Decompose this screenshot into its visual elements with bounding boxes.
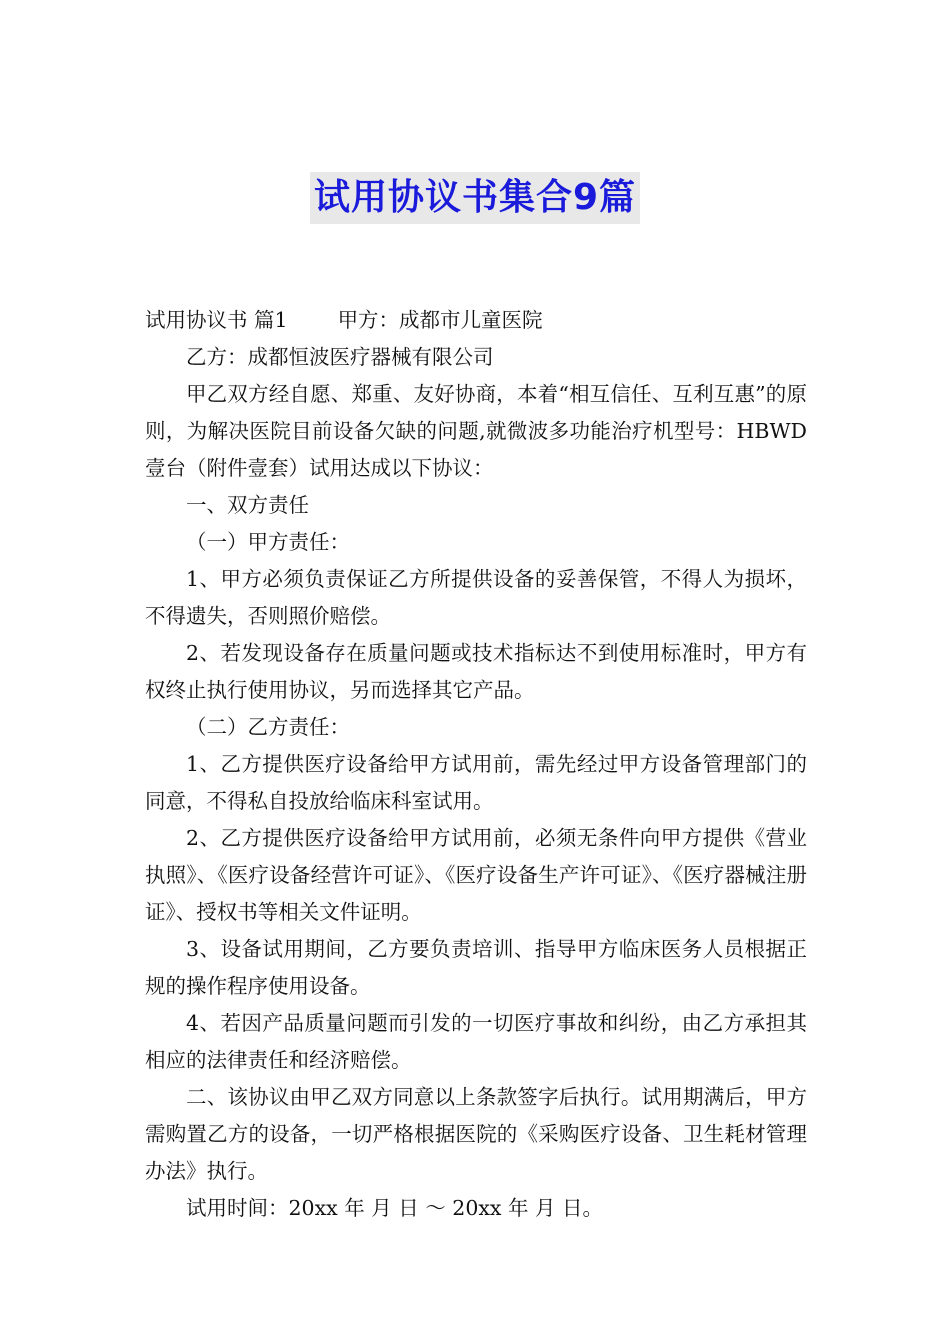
paragraph-party-b-item-2: 2、乙方提供医疗设备给甲方试用前，必须无条件向甲方提供《营业执照》、《医疗设备经营许可证》、《医疗设备生产许可证》、《医疗器械注册证》、授权书等相关文件证明。 (145, 826, 807, 924)
paragraph-party-b-item-4: 4、若因产品质量问题而引发的一切医疗事故和纠纷，由乙方承担其相应的法律责任和经济赔偿。 (145, 1011, 807, 1072)
document-body (145, 302, 807, 1227)
document-title: 试用协议书集合9篇 (310, 172, 640, 224)
section-execution: 二、该协议由甲乙双方同意以上条款签字后执行。试用期满后，甲方需购置乙方的设备，一切严格根据医院的《采购医疗设备、卫生耗材管理办法》执行。 (145, 1085, 807, 1183)
paragraph-trial-period: 试用时间：20xx 年 月 日 ～ 20xx 年 月 日。 (186, 1196, 604, 1220)
paragraph-party-b-item-1: 1、乙方提供医疗设备给甲方试用前，需先经过甲方设备管理部门的同意，不得私自投放给临床科室试用。 (145, 752, 807, 813)
party-a: 甲方：成都市儿童医院 (337, 308, 543, 332)
paragraph-party-a-item-2: 2、若发现设备存在质量问题或技术指标达不到使用标准时，甲方有权终止执行使用协议，另而选择其它产品。 (145, 641, 807, 702)
agreement-heading: 试用协议书 篇1 (145, 308, 288, 332)
section-heading-responsibilities: 一、双方责任 (186, 493, 309, 517)
title-container (0, 172, 950, 224)
subsection-heading-party-a: （一）甲方责任： (186, 530, 350, 554)
subsection-heading-party-b: （二）乙方责任： (186, 715, 350, 739)
paragraph-party-b-item-3: 3、设备试用期间，乙方要负责培训、指导甲方临床医务人员根据正规的操作程序使用设备。 (145, 937, 807, 998)
paragraph-intro: 甲乙双方经自愿、郑重、友好协商，本着“相互信任、互利互惠”的原则，为解决医院目前设备欠缺的问题,就微波多功能治疗机型号：HBWD壹台（附件壹套）试用达成以下协议： (145, 382, 807, 480)
paragraph-party-a-item-1: 1、甲方必须负责保证乙方所提供设备的妥善保管，不得人为损坏，不得遗失，否则照价赔偿。 (145, 567, 807, 628)
first-line (145, 302, 807, 339)
paragraph-party-b: 乙方：成都恒波医疗器械有限公司 (186, 345, 494, 369)
